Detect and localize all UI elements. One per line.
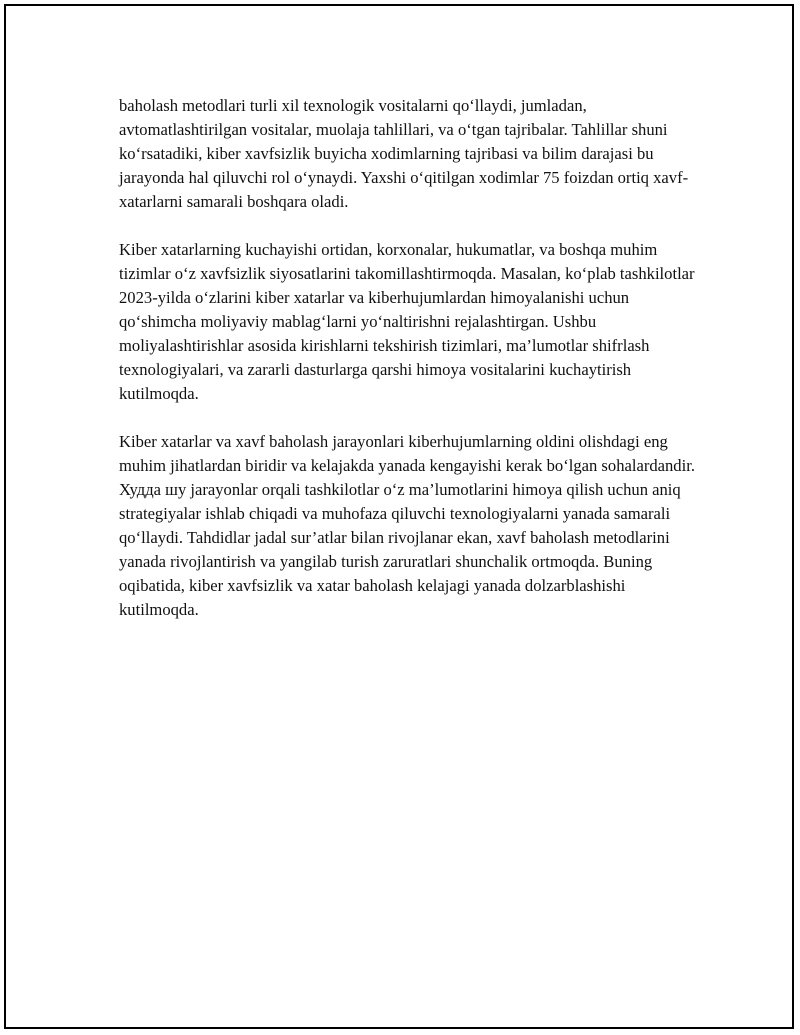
paragraph-2: Kiber xatarlarning kuchayishi ortidan, korxonalar, hukumatlar, va boshqa muhim tizimlar o‘z xavfsizlik siyosatlarini takomillashtirmoqda. Masalan, ko‘plab tashkilotlar 2023-yilda o‘zlarini kiber xatarlar va kiberhujumlardan himoyalanishi uchun qo‘shimcha moliyaviy mablag‘larni yo‘naltirishni rejalashtirgan. Ushbu moliyalashtirishlar asosida kirishlarni tekshirish tizimlari, ma’lumotlar shifrlash texnologiyalari, va zararli dasturlarga qarshi himoya vositalarini kuchaytirish kutilmoqda. xyxy=(119,240,695,403)
paragraph-3: Kiber xatarlar va xavf baholash jarayonlari kiberhujumlarning oldini olishdagi eng muhim jihatlardan biridir va kelajakda yanada kengayishi kerak bo‘lgan sohalardandir. Худда шу jarayonlar orqali tashkilotlar o‘z ma’lumotlarini himoya qilish uchun aniq strategiyalar ishlab chiqadi va muhofaza qiluvchi texnologiyalarni yanada samarali qo‘llaydi. Tahdidlar jadal sur’atlar bilan rivojlanar ekan, xavf baholash metodlarini yanada rivojlantirish va yangilab turish zaruratlari shunchalik ortmoqda. Buning oqibatida, kiber xavfsizlik va xatar baholash kelajagi yanada dolzarblashishi kutilmoqda. xyxy=(119,432,695,619)
paragraph-1: baholash metodlari turli xil texnologik vositalarni qo‘llaydi, jumladan, avtomatlashtirilgan vositalar, muolaja tahlillari, va o‘tgan tajribalar. Tahlillar shuni ko‘rsatadiki, kiber xavfsizlik buyicha xodimlarning tajribasi va bilim darajasi bu jarayonda hal qiluvchi rol o‘ynaydi. Yaxshi o‘qitilgan xodimlar 75 foizdan ortiq xavf-xatarlarni samarali boshqara oladi. xyxy=(119,96,689,211)
document-body xyxy=(119,94,709,646)
